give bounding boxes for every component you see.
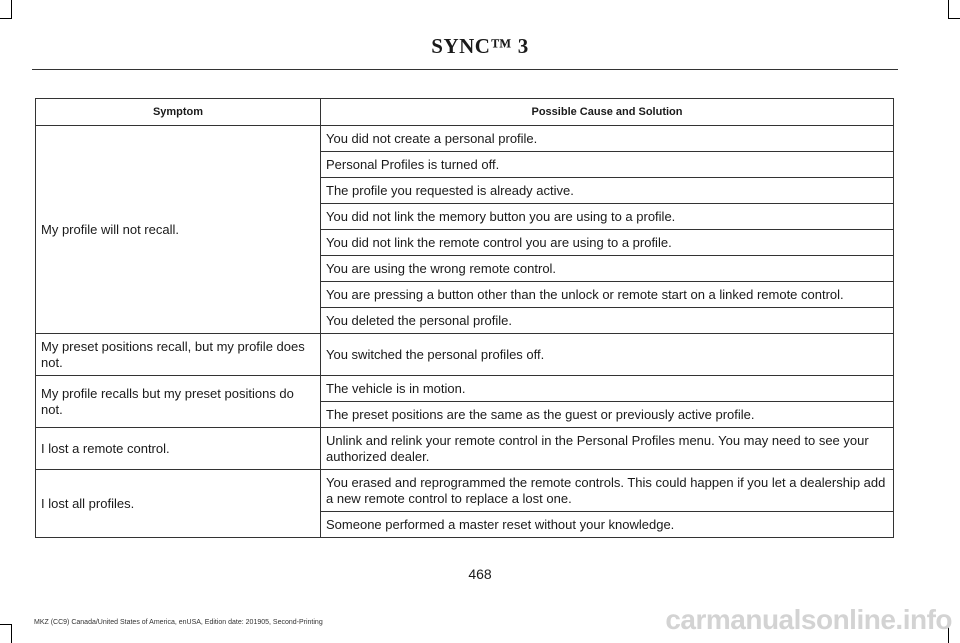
crop-mark-top-left-v	[11, 0, 12, 18]
table-row	[36, 126, 894, 152]
symptom-cell: My profile recalls but my preset positions do not.	[36, 376, 321, 428]
cause-cell: The vehicle is in motion.	[321, 376, 894, 402]
crop-mark-top-right-h	[948, 18, 960, 19]
cause-cell: You did not link the remote control you are using to a profile.	[321, 230, 894, 256]
cause-cell: You did not link the memory button you are using to a profile.	[321, 204, 894, 230]
table-row	[36, 470, 894, 512]
column-header-cause: Possible Cause and Solution	[321, 99, 894, 126]
crop-mark-bottom-left-h	[0, 624, 12, 625]
cause-cell: You erased and reprogrammed the remote controls. This could happen if you let a dealership add a new remote control to replace a lost one.	[321, 470, 894, 512]
watermark-logo: carmanualsonline.info	[665, 604, 952, 635]
cause-cell: The profile you requested is already active.	[321, 178, 894, 204]
table-row	[36, 428, 894, 470]
crop-mark-top-right-v	[948, 0, 949, 18]
cause-cell: You did not create a personal profile.	[321, 126, 894, 152]
cause-cell: Someone performed a master reset without your knowledge.	[321, 512, 894, 538]
column-header-symptom: Symptom	[36, 99, 321, 126]
crop-mark-bottom-left-v	[11, 625, 12, 643]
symptom-table	[35, 98, 894, 538]
cause-cell: Unlink and relink your remote control in the Personal Profiles menu. You may need to see your authorized dealer.	[321, 428, 894, 470]
table-header-row	[36, 99, 894, 126]
page-number: 468	[468, 566, 492, 582]
cause-cell: You are using the wrong remote control.	[321, 256, 894, 282]
cause-cell: You are pressing a button other than the unlock or remote start on a linked remote control.	[321, 282, 894, 308]
symptom-cell: My preset positions recall, but my profile does not.	[36, 334, 321, 376]
cause-cell: You switched the personal profiles off.	[321, 334, 894, 376]
symptom-cell: I lost all profiles.	[36, 470, 321, 538]
table-row	[36, 334, 894, 376]
page-title: SYNC™ 3	[431, 34, 529, 58]
symptom-cell: I lost a remote control.	[36, 428, 321, 470]
cause-cell: The preset positions are the same as the guest or previously active profile.	[321, 402, 894, 428]
cause-cell: You deleted the personal profile.	[321, 308, 894, 334]
symptom-cell: My profile will not recall.	[36, 126, 321, 334]
header-divider	[32, 69, 898, 70]
table-row	[36, 376, 894, 402]
crop-mark-top-left-h	[0, 18, 12, 19]
cause-cell: Personal Profiles is turned off.	[321, 152, 894, 178]
edition-footer: MKZ (CC9) Canada/United States of America, enUSA, Edition date: 201905, Second-Printing	[34, 619, 323, 626]
